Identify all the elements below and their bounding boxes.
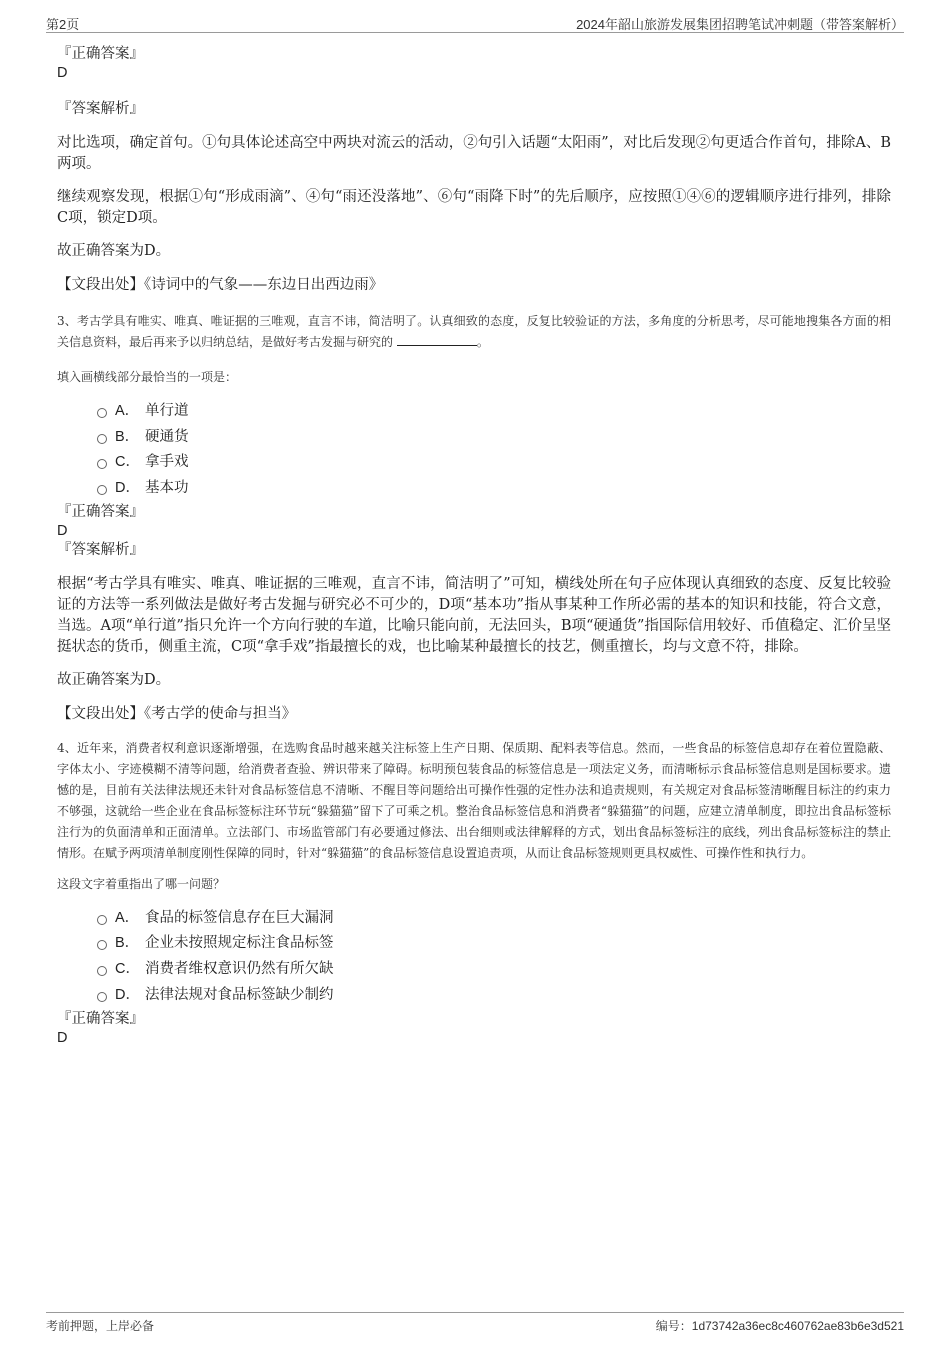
option-a[interactable] (57, 399, 891, 425)
radio-icon[interactable] (97, 408, 107, 418)
option-a[interactable] (57, 906, 891, 932)
option-letter: B． (115, 428, 140, 445)
answer-label: 『正确答案』 (57, 503, 144, 520)
option-c[interactable] (57, 450, 891, 476)
option-text: 基本功 (145, 480, 189, 497)
option-d[interactable] (57, 476, 891, 502)
option-letter: B． (115, 935, 140, 952)
passage-source: 【文段出处】《诗词中的气象——东边日出西边雨》 (57, 277, 384, 293)
analysis-paragraph: 故正确答案为D。 (57, 671, 171, 688)
answer-value: D (57, 522, 68, 539)
answer-label: 『正确答案』 (57, 46, 144, 62)
document-code: 编号：1d73742a36ec8c460762ae83b6e3d521 (655, 1319, 904, 1333)
answer-value: D (57, 1029, 68, 1046)
option-list (57, 906, 891, 1009)
passage-source: 【文段出处】《考古学的使命与担当》 (57, 705, 297, 722)
option-b[interactable] (57, 931, 891, 957)
option-letter: D． (115, 480, 140, 497)
analysis-paragraph: 故正确答案为D。 (57, 243, 171, 259)
question-stem-text: 3、考古学具有唯实、唯真、唯证据的三唯观，直言不讳，简洁明了。认真细致的态度，反复比较验证的方法，多角度的分析思考，尽可能地搜集各方面的相关信息资料，最后再来予以归纳总结，是做好考古发掘与研究的 (57, 314, 891, 349)
radio-icon[interactable] (97, 434, 107, 444)
radio-icon[interactable] (97, 459, 107, 469)
question-stem (57, 311, 891, 353)
question-prompt: 填入画横线部分最恰当的一项是： (57, 370, 238, 384)
page-content (57, 44, 891, 1047)
footer-note: 考前押题，上岸必备 (46, 1319, 155, 1333)
radio-icon[interactable] (97, 992, 107, 1002)
option-c[interactable] (57, 957, 891, 983)
analysis-label: 『答案解析』 (57, 101, 144, 117)
option-letter: A． (115, 909, 140, 926)
page-footer (46, 1312, 904, 1335)
question-prompt: 这段文字着重指出了哪一问题？ (57, 876, 226, 891)
option-text: 拿手戏 (145, 454, 189, 471)
analysis-paragraph: 根据“考古学具有唯实、唯真、唯证据的三唯观，直言不讳，简洁明了”可知，横线处所在句子应体现认真细致的态度、反复比较验证的方法等一系列做法是做好考古发掘与研究必不可少的，D项“基本功”指从事某种工作所必需的基本的知识和技能，符合文意，当选。A项“单行道”指只允许一个方向行驶的车道，比喻只能向前，无法回头，B项“硬通货”指国际信用较好、币值稳定、汇价呈坚挺状态的货币，侧重主流，C项“拿手戏”指最擅长的戏，也比喻某种最擅长的技艺，侧重擅长，均与文意不符，排除。 (57, 575, 891, 655)
answer-value: D (57, 65, 68, 81)
question-stem-end: 。 (476, 335, 489, 349)
radio-icon[interactable] (97, 966, 107, 976)
option-letter: A． (115, 403, 140, 419)
option-text: 消费者维权意识仍然有所欠缺 (145, 961, 334, 978)
page-number: 第2页 (46, 17, 80, 32)
question-stem: 4、近年来，消费者权利意识逐渐增强，在选购食品时越来越关注标签上生产日期、保质期、配料表等信息。然而，一些食品的标签信息却存在着位置隐蔽、字体太小、字迹模糊不清等问题，给消费者查验、辨识带来了障碍。标明预包装食品的标签信息是一项法定义务，而清晰标示食品标签信息则是国标要求。遗憾的是，目前有关法律法规还未针对食品标签信息不清晰、不醒目等问题给出可操作性强的定性办法和追责规则，有关规定对食品标签清晰醒目标注的约束力不够强，这就给一些企业在食品标签标注环节玩“躲猫猫”留下了可乘之机。整治食品标签信息和消费者“躲猫猫”的问题，应建立清单制度，即拉出食品标签标注行为的负面清单和正面清单。立法部门、市场监管部门有必要通过修法、出台细则或法律解释的方式，划出食品标签标注的底线，列出食品标签标注的禁止情形。在赋予两项清单制度刚性保障的同时，针对“躲猫猫”的食品标签信息设置追责项，从而让食品标签规则更具权威性、可操作性和执行力。 (57, 740, 891, 860)
option-text: 企业未按照规定标注食品标签 (145, 935, 334, 952)
fill-blank (397, 333, 477, 346)
analysis-paragraph: 继续观察发现，根据①句“形成雨滴”、④句“雨还没落地”、⑥句“雨降下时”的先后顺序，应按照①④⑥的逻辑顺序进行排列，排除C项，锁定D项。 (57, 189, 891, 226)
option-text: 硬通货 (145, 428, 189, 445)
radio-icon[interactable] (97, 485, 107, 495)
option-text: 单行道 (145, 403, 189, 419)
option-text: 法律法规对食品标签缺少制约 (145, 986, 334, 1003)
option-text: 食品的标签信息存在巨大漏洞 (145, 909, 334, 926)
document-title: 2024年韶山旅游发展集团招聘笔试冲刺题（带答案解析） (576, 17, 904, 32)
radio-icon[interactable] (97, 940, 107, 950)
answer-label: 『正确答案』 (57, 1010, 144, 1027)
option-letter: C． (115, 454, 140, 471)
option-list (57, 399, 891, 502)
analysis-paragraph: 对比选项，确定首句。①句具体论述高空中两块对流云的活动，②句引入话题“太阳雨”，对比后发现②句更适合作首句，排除A、B两项。 (57, 135, 891, 172)
option-d[interactable] (57, 983, 891, 1009)
option-letter: C． (115, 961, 140, 978)
option-letter: D． (115, 986, 140, 1003)
radio-icon[interactable] (97, 915, 107, 925)
page-header (46, 12, 904, 33)
analysis-label: 『答案解析』 (57, 541, 144, 558)
option-b[interactable] (57, 425, 891, 451)
